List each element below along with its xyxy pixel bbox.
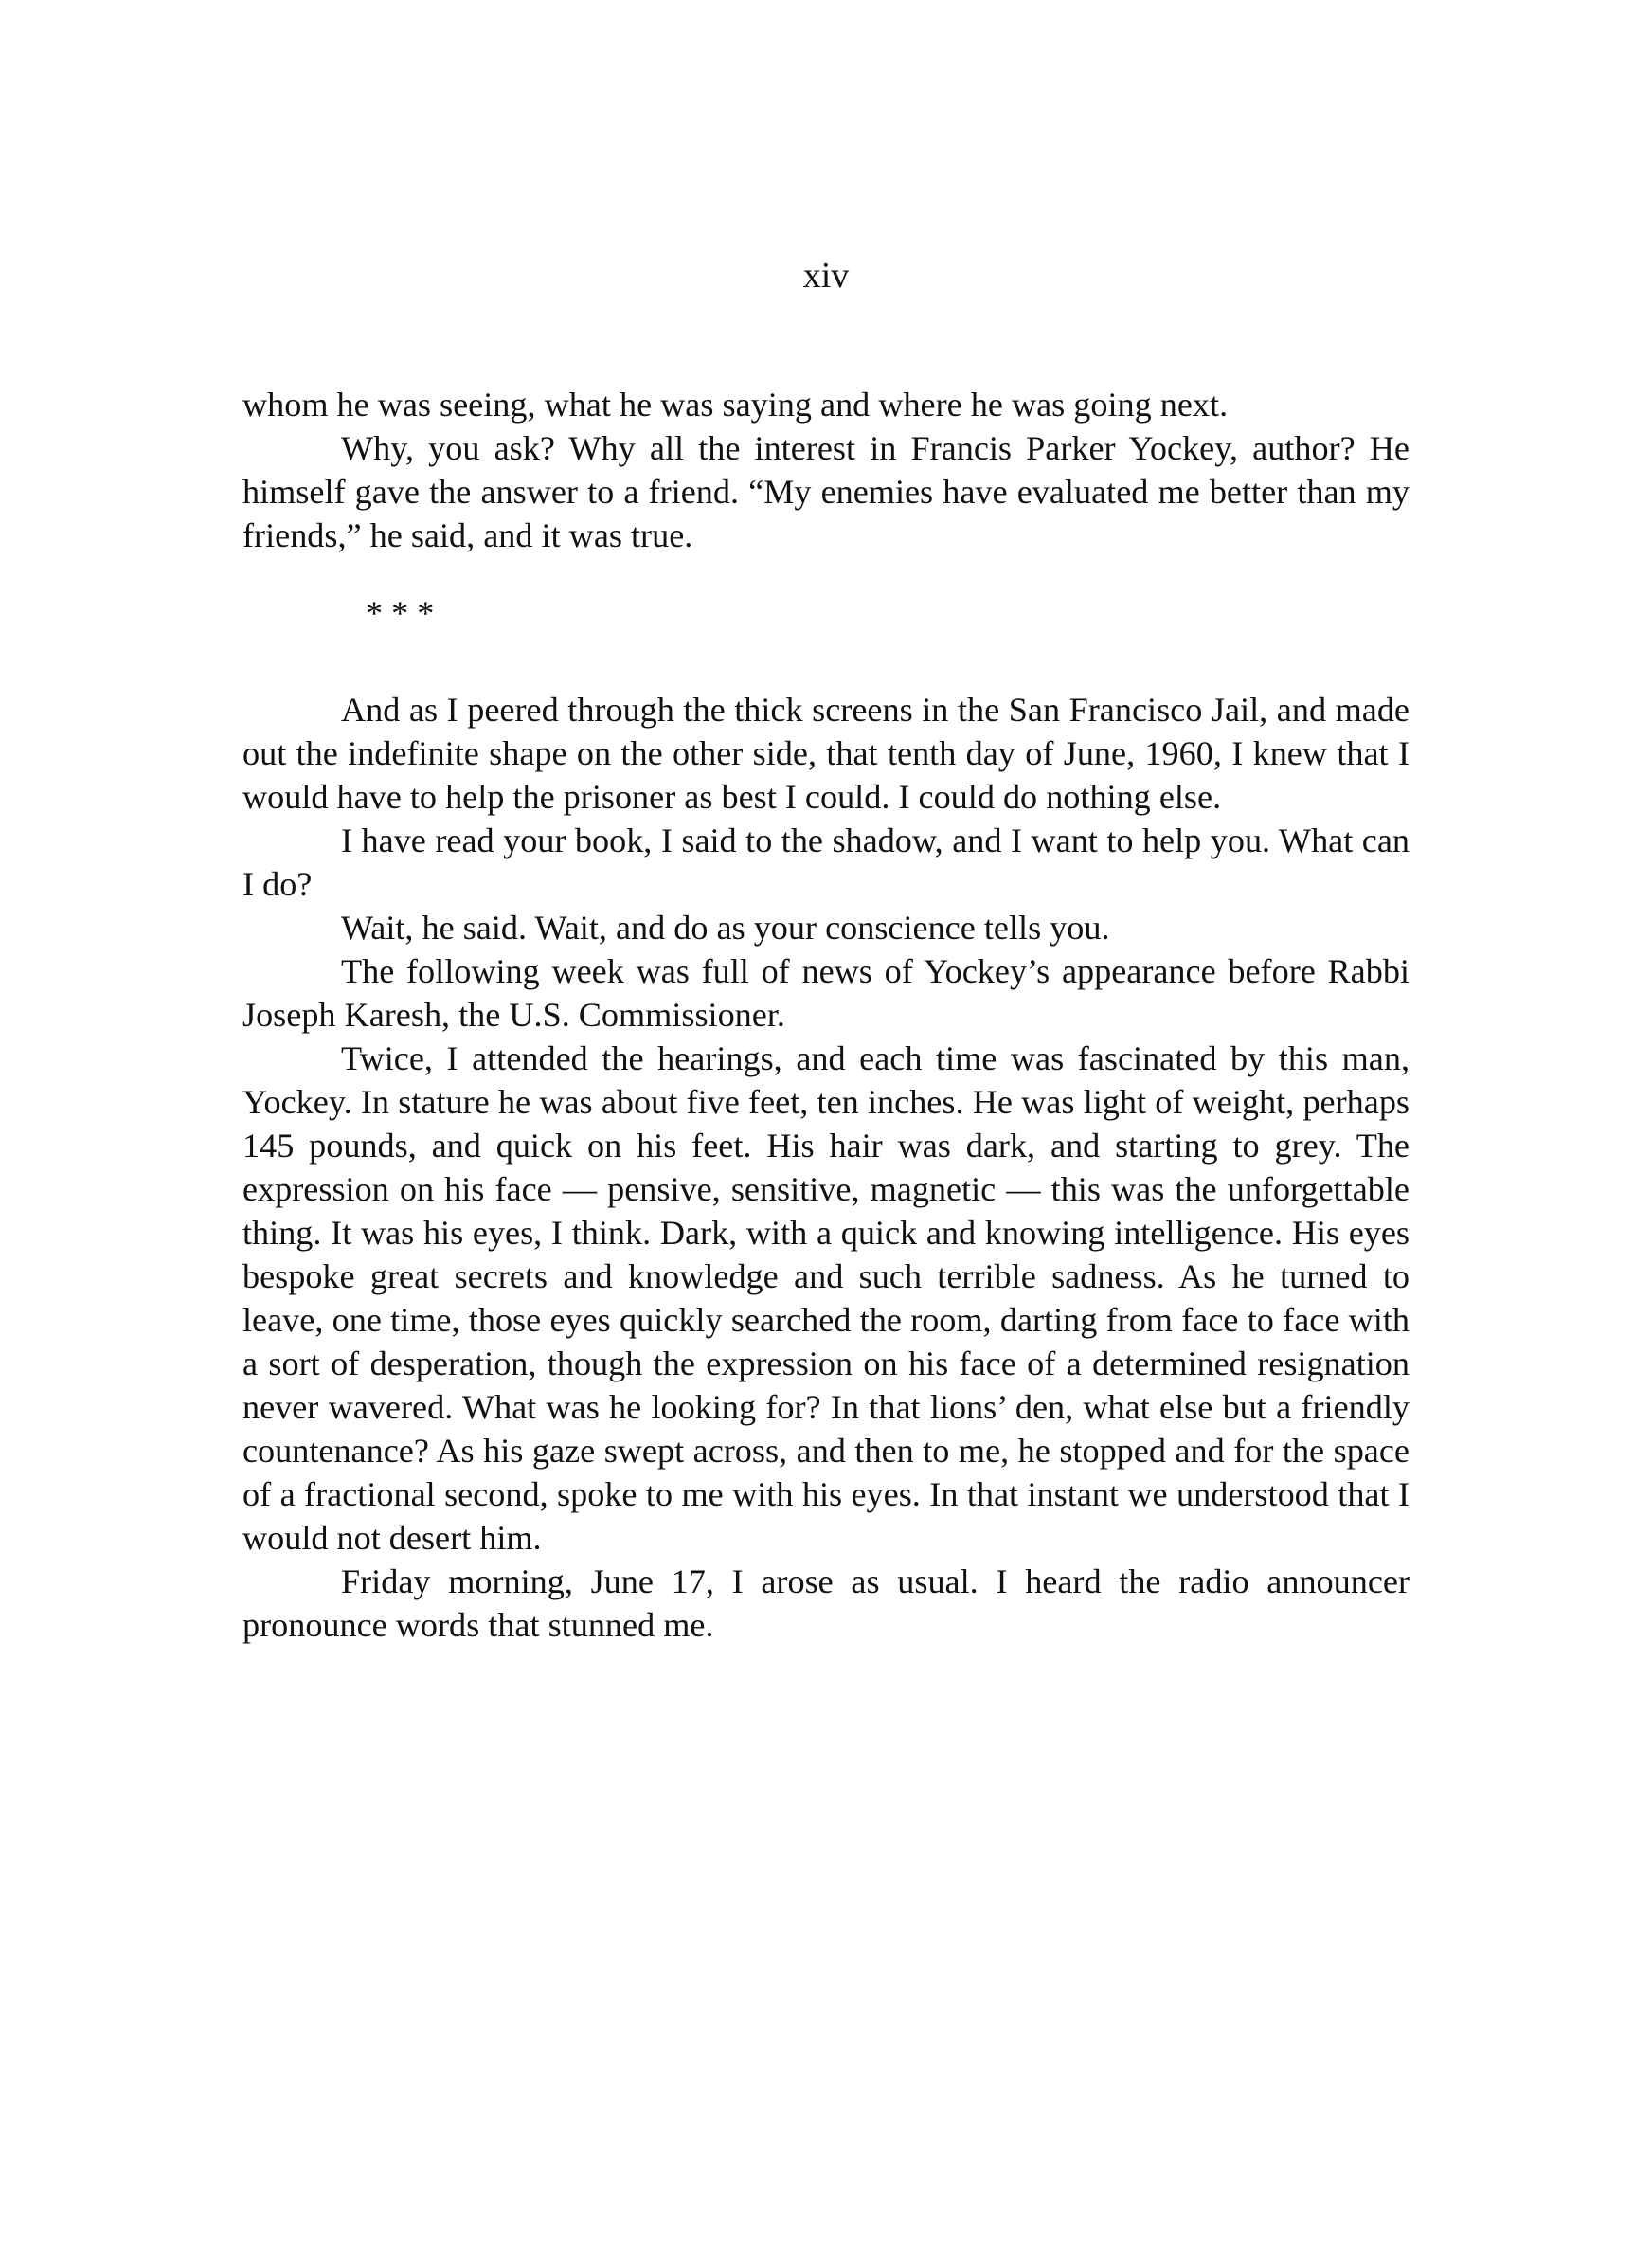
paragraph: Friday morning, June 17, I arose as usual. I heard the radio announcer pronounce words that stunned me. xyxy=(242,1562,1410,1644)
body-text xyxy=(242,383,1410,1647)
page-number: xiv xyxy=(802,256,850,296)
paragraph-continuation: whom he was seeing, what he was saying and where he was going next. xyxy=(242,386,1229,424)
spacer xyxy=(242,557,1410,591)
paragraph: I have read your book, I said to the shadow, and I want to help you. What can I do? xyxy=(242,822,1410,903)
paragraph: Wait, he said. Wait, and do as your conscience tells you. xyxy=(341,909,1110,947)
spacer xyxy=(242,635,1410,688)
section-break: * * * xyxy=(366,594,435,632)
paragraph: Why, you ask? Why all the interest in Francis Parker Yockey, author? He himself gave the answer to a friend. “My enemies have evaluated me better than my friends,” he said, and it was true. xyxy=(242,429,1410,554)
paragraph: Twice, I attended the hearings, and each time was fascinated by this man, Yockey. In stature he was about five feet, ten inches. He was light of weight, perhaps 145 pounds, and quick on his feet. His hair was dark, and starting to grey. The expression on his face — pensive, sensitive, magnetic — this was the unforgettable thing. It was his eyes, I think. Dark, with a quick and knowing intelligence. His eyes bespoke great secrets and knowledge and such terrible sadness. As he turned to leave, one time, those eyes quickly searched the room, darting from face to face with a sort of desperation, though the expression on his face of a determined resignation never wavered. What was he looking for? In that lions’ den, what else but a friendly countenance? As his gaze swept across, and then to me, he stopped and for the space of a fractional second, spoke to me with his eyes. In that instant we understood that I would not desert him. xyxy=(242,1039,1410,1557)
paragraph: And as I peered through the thick screens in the San Francisco Jail, and made out the indefinite shape on the other side, that tenth day of June, 1960, I knew that I would have to help the prisoner as best I could. I could do nothing else. xyxy=(242,691,1410,816)
paragraph: The following week was full of news of Yockey’s appearance before Rabbi Joseph Karesh, the U.S. Commissioner. xyxy=(242,952,1410,1034)
